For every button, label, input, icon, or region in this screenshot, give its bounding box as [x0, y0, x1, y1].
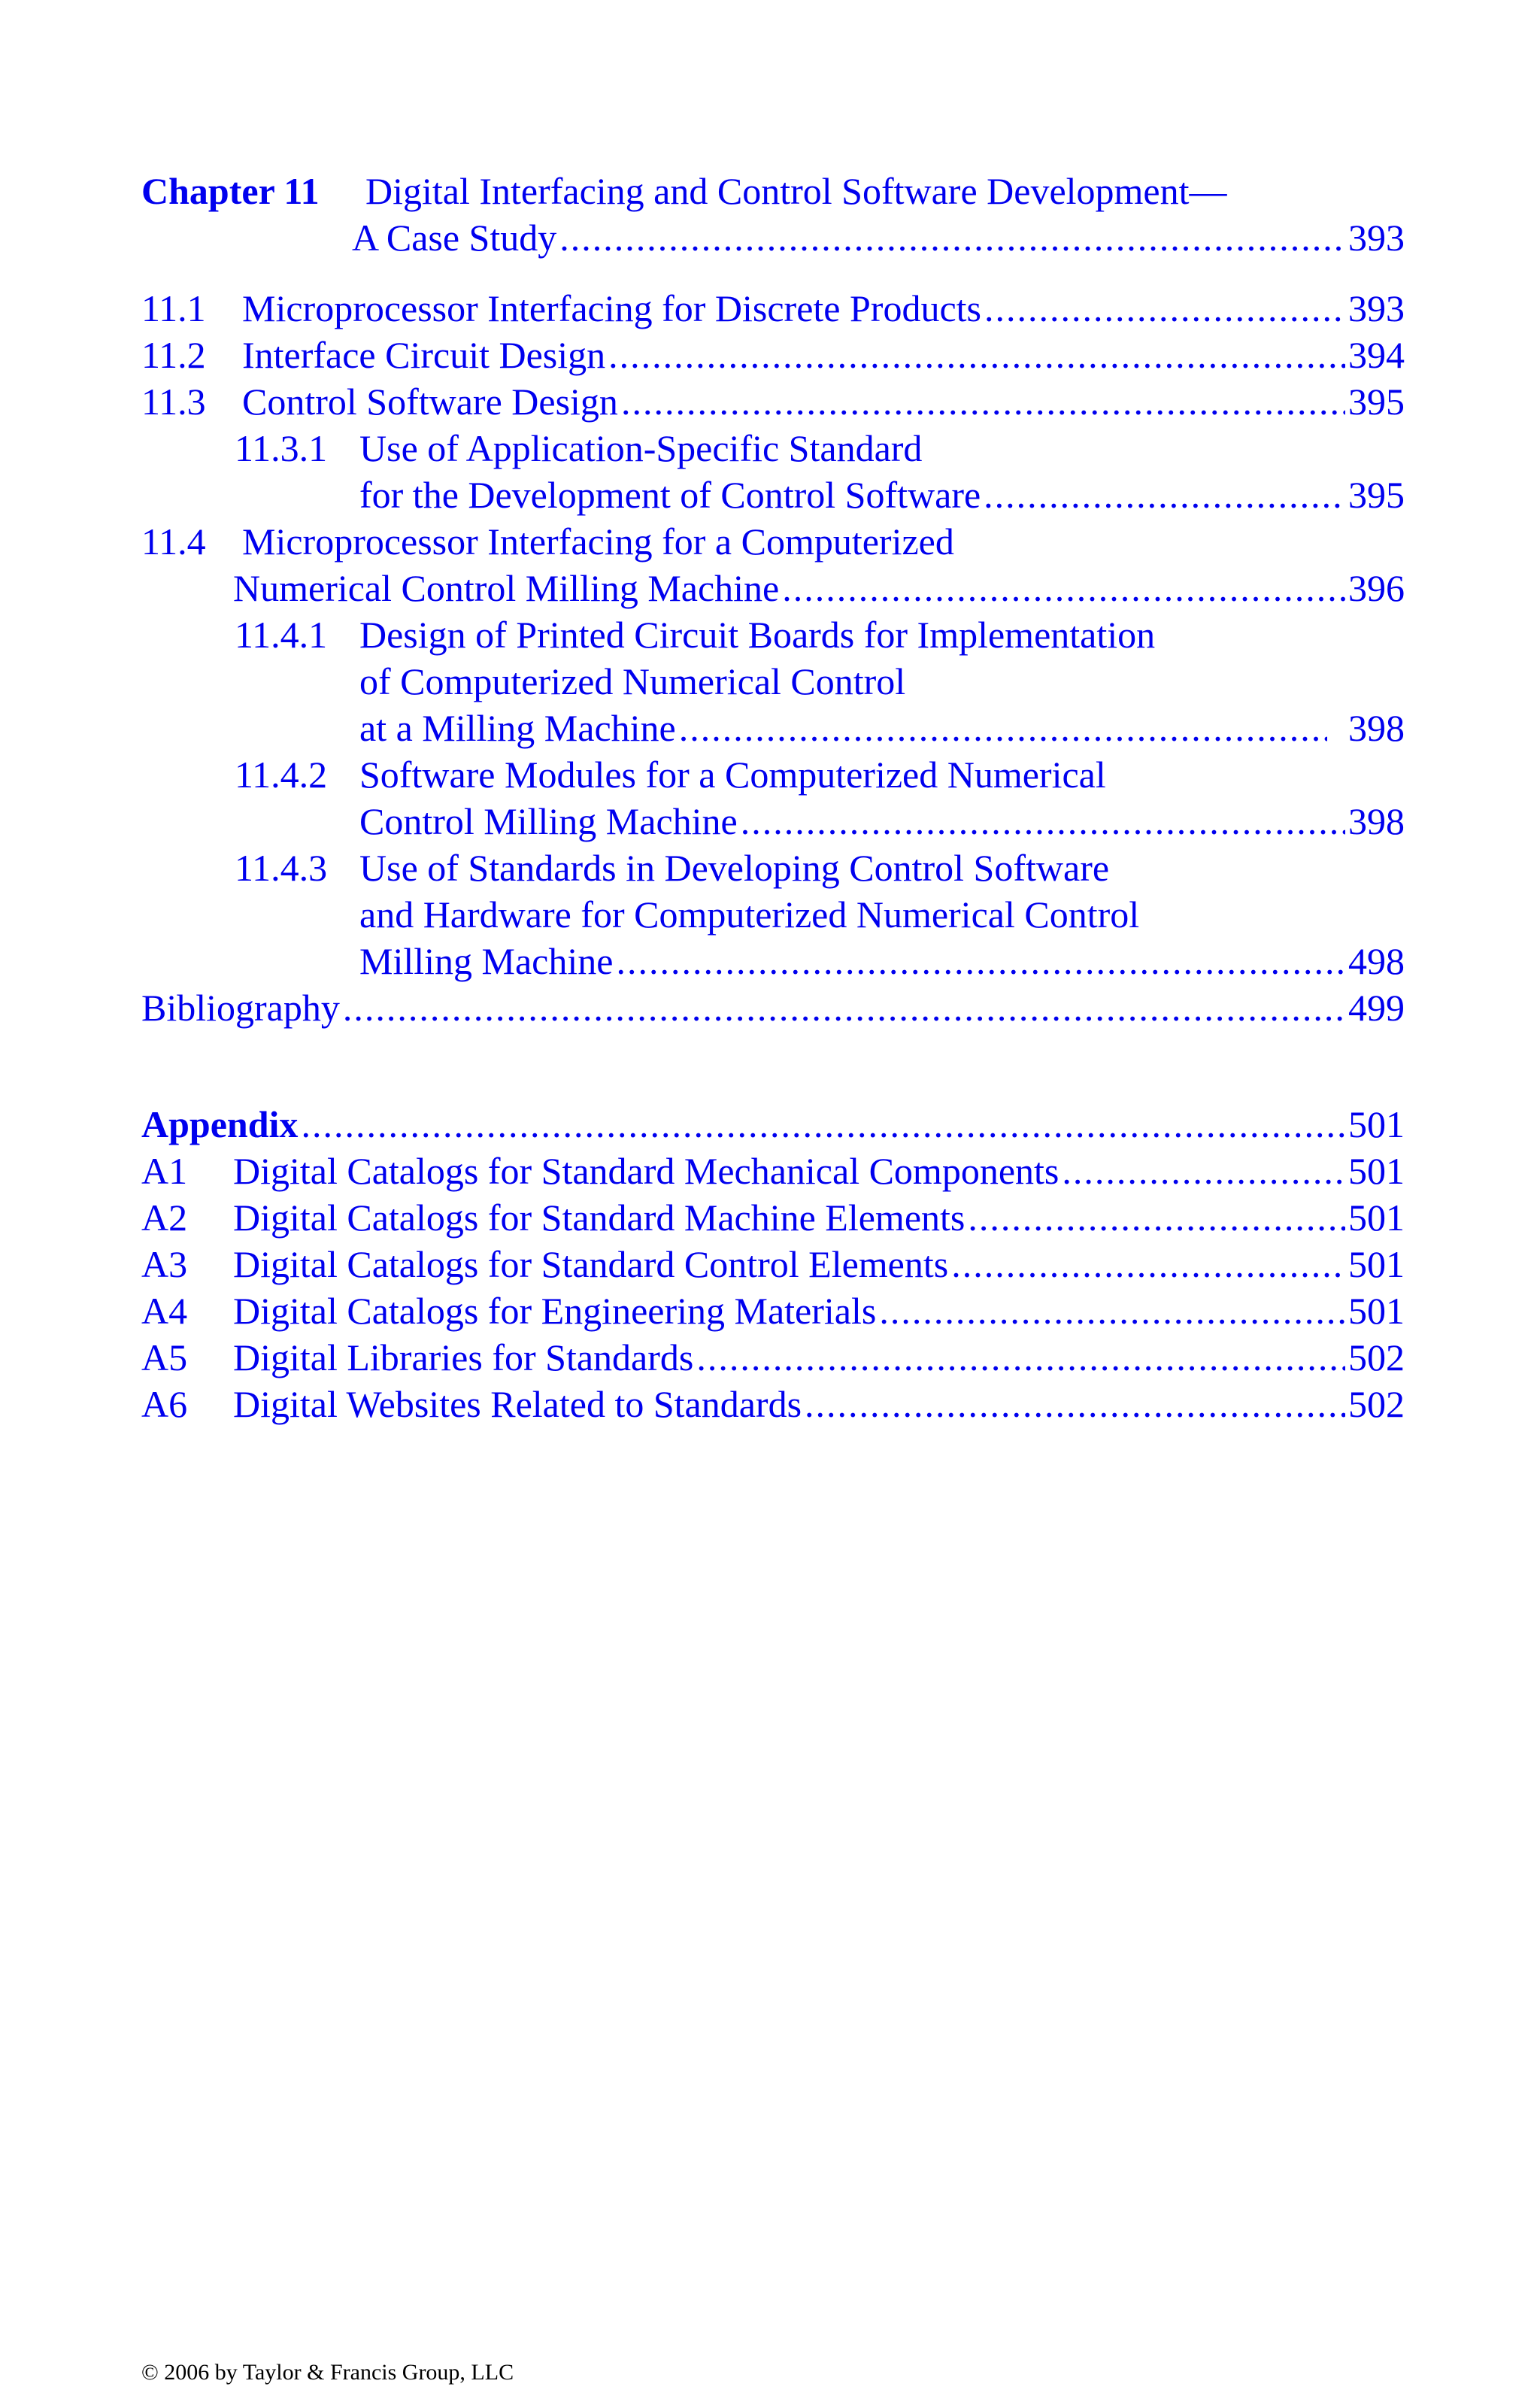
appendix-number: A5	[141, 1336, 188, 1378]
chapter-title-row2[interactable]	[352, 214, 1405, 261]
toc-entry-11-4-2[interactable]	[235, 751, 1405, 798]
section-title-line2: for the Development of Control Software	[359, 474, 981, 516]
toc-entry-11-4-1[interactable]	[235, 611, 1405, 658]
page-number: 395	[1348, 381, 1405, 423]
appendix-title: Digital Catalogs for Engineering Materials	[233, 1290, 877, 1332]
section-number: 11.4.1	[235, 614, 328, 656]
toc-entry-a2[interactable]	[141, 1194, 1405, 1241]
chapter-heading[interactable]	[141, 168, 1405, 214]
section-title-line1: Software Modules for a Computerized Numerical	[359, 754, 1106, 796]
page-number: 398	[1348, 707, 1405, 749]
page-number: 393	[1348, 217, 1405, 259]
leader-dots	[679, 705, 1327, 751]
section-title: Interface Circuit Design	[242, 334, 606, 376]
page-number: 394	[1348, 334, 1405, 376]
section-title-line2: of Computerized Numerical Control	[359, 660, 906, 702]
appendix-number: A1	[141, 1150, 188, 1192]
toc-entry-11-2[interactable]	[141, 332, 1405, 378]
toc-entry-11-4-2-row2[interactable]	[359, 798, 1405, 845]
chapter-title-line1: Digital Interfacing and Control Software Development—	[365, 170, 1227, 212]
toc-entry-11-4-1-row2[interactable]	[359, 658, 1405, 705]
section-number: 11.3	[141, 381, 206, 423]
page-number: 501	[1348, 1196, 1405, 1239]
toc-entry-11-3-1[interactable]	[235, 425, 1405, 472]
page-number: 499	[1348, 987, 1405, 1029]
toc-entry-11-1[interactable]	[141, 285, 1405, 332]
leader-dots	[805, 1381, 1345, 1427]
section-title-line1: Design of Printed Circuit Boards for Implementation	[359, 614, 1156, 656]
page-number: 501	[1348, 1103, 1405, 1145]
toc-entry-11-4-3-row3[interactable]	[359, 938, 1405, 984]
appendix-title: Digital Catalogs for Standard Control Elements	[233, 1243, 949, 1285]
section-number: 11.2	[141, 334, 206, 376]
toc-entry-11-3-1-row2[interactable]	[359, 472, 1405, 518]
page-number: 502	[1348, 1383, 1405, 1425]
section-number: 11.4	[141, 520, 206, 563]
leader-dots	[1062, 1148, 1345, 1194]
section-title: Bibliography	[141, 987, 340, 1029]
page-number: 502	[1348, 1336, 1405, 1378]
section-number: 11.3.1	[235, 427, 328, 469]
section-number: 11.4.2	[235, 754, 328, 796]
leader-dots	[301, 1101, 1345, 1148]
leader-dots	[741, 798, 1345, 845]
page-number: 501	[1348, 1243, 1405, 1285]
page-number: 501	[1348, 1150, 1405, 1192]
leader-dots	[608, 332, 1345, 378]
leader-dots	[984, 472, 1345, 518]
appendix-title: Digital Websites Related to Standards	[233, 1383, 802, 1425]
page-number: 395	[1348, 474, 1405, 516]
chapter-label: Chapter 11	[141, 170, 320, 212]
toc-entry-11-4-row2[interactable]	[233, 565, 1405, 611]
toc-entry-a3[interactable]	[141, 1241, 1405, 1287]
page-number: 398	[1348, 800, 1405, 842]
appendix-label: Appendix	[141, 1103, 299, 1145]
appendix-title: Digital Libraries for Standards	[233, 1336, 694, 1378]
leader-dots	[616, 938, 1345, 984]
section-title-line2: and Hardware for Computerized Numerical Control	[359, 893, 1140, 936]
section-title: Control Software Design	[242, 381, 618, 423]
section-number: 11.4.3	[235, 847, 328, 889]
appendix-title: Digital Catalogs for Standard Machine Elements	[233, 1196, 966, 1239]
page-number: 396	[1348, 567, 1405, 609]
section-title-line3: at a Milling Machine	[359, 707, 676, 749]
toc-entry-appendix[interactable]	[141, 1101, 1405, 1148]
section-number: 11.1	[141, 287, 206, 329]
toc-entry-11-3[interactable]	[141, 378, 1405, 425]
toc-entry-11-4-3-row2[interactable]	[359, 891, 1405, 938]
toc-entry-a5[interactable]	[141, 1334, 1405, 1381]
section-title-line2: Control Milling Machine	[359, 800, 738, 842]
appendix-number: A6	[141, 1383, 188, 1425]
page-number: 393	[1348, 287, 1405, 329]
leader-dots	[984, 285, 1345, 332]
section-title-line1: Use of Application-Specific Standard	[359, 427, 923, 469]
section-title-line2: Numerical Control Milling Machine	[233, 567, 780, 609]
appendix-title: Digital Catalogs for Standard Mechanical Components	[233, 1150, 1060, 1192]
toc-entry-bibliography[interactable]	[141, 984, 1405, 1031]
leader-dots	[621, 378, 1345, 425]
section-title-line1: Use of Standards in Developing Control Software	[359, 847, 1110, 889]
leader-dots	[559, 214, 1345, 261]
leader-dots	[696, 1334, 1345, 1381]
leader-dots	[782, 565, 1345, 611]
toc-entry-11-4-1-row3[interactable]	[359, 705, 1405, 751]
appendix-number: A4	[141, 1290, 188, 1332]
section-title: Microprocessor Interfacing for Discrete Products	[242, 287, 981, 329]
leader-dots	[879, 1287, 1345, 1334]
chapter-title-line2: A Case Study	[352, 217, 557, 259]
toc-entry-11-4[interactable]	[141, 518, 1405, 565]
leader-dots	[343, 984, 1345, 1031]
toc-entry-11-4-3[interactable]	[235, 845, 1405, 891]
page-number: 501	[1348, 1290, 1405, 1332]
section-title-line3: Milling Machine	[359, 940, 614, 982]
toc-entry-a4[interactable]	[141, 1287, 1405, 1334]
toc-entry-a1[interactable]	[141, 1148, 1405, 1194]
page-number: 498	[1348, 940, 1405, 982]
section-title-line1: Microprocessor Interfacing for a Computerized	[242, 520, 954, 563]
appendix-number: A2	[141, 1196, 188, 1239]
appendix-number: A3	[141, 1243, 188, 1285]
copyright-footer: © 2006 by Taylor & Francis Group, LLC	[141, 2360, 514, 2385]
leader-dots	[951, 1241, 1345, 1287]
leader-dots	[968, 1194, 1345, 1241]
toc-entry-a6[interactable]	[141, 1381, 1405, 1427]
